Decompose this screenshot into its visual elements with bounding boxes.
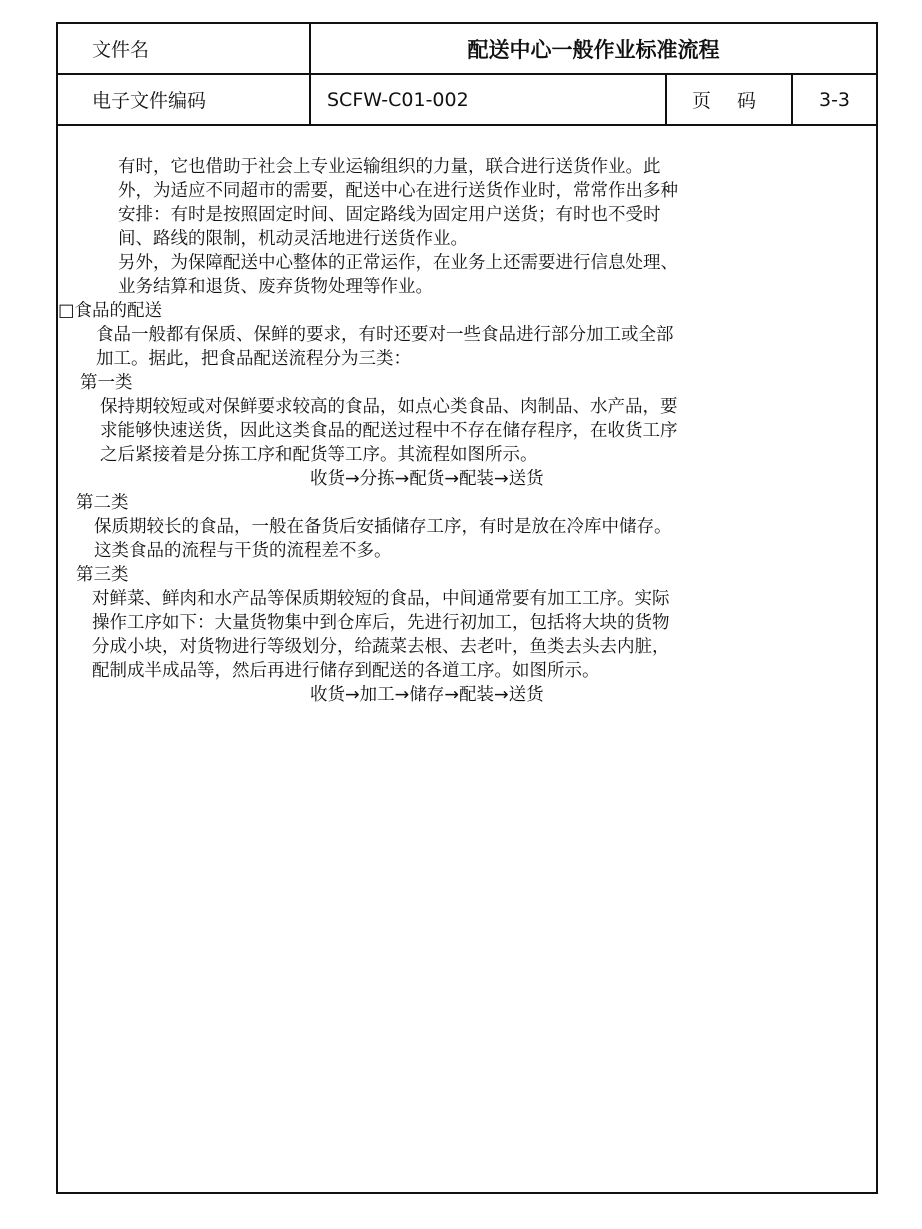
body-line: 对鲜菜、鲜肉和水产品等保质期较短的食品，中间通常要有加工工序。实际	[92, 589, 670, 609]
page-label: 页 码	[666, 74, 792, 125]
body-line: 操作工序如下：大量货物集中到仓库后，先进行初加工，包括将大块的货物	[92, 613, 670, 633]
flow-line: 收货→加工→储存→配装→送货	[310, 685, 544, 705]
body-line: 外，为适应不同超市的需要，配送中心在进行送货作业时，常常作出多种	[118, 181, 678, 201]
body-line: 间、路线的限制，机动灵活地进行送货作业。	[118, 229, 468, 249]
body-line: 另外，为保障配送中心整体的正常运作，在业务上还需要进行信息处理、	[118, 253, 678, 273]
document-frame	[56, 22, 878, 1194]
document-title: 配送中心一般作业标准流程	[310, 24, 876, 74]
body-line: 加工。据此，把食品配送流程分为三类：	[96, 349, 411, 369]
body-line: 这类食品的流程与干货的流程差不多。	[94, 541, 392, 561]
body-line: 之后紧接着是分拣工序和配货等工序。其流程如图所示。	[100, 445, 538, 465]
body-line: 安排：有时是按照固定时间、固定路线为固定用户送货；有时也不受时	[118, 205, 661, 225]
file-name-label: 文件名	[58, 24, 310, 74]
category-heading: 第三类	[76, 565, 129, 585]
header-table	[58, 24, 876, 126]
body-line: 保持期较短或对保鲜要求较高的食品，如点心类食品、肉制品、水产品，要	[100, 397, 678, 417]
flow-line: 收货→分拣→配货→配装→送货	[310, 469, 544, 489]
file-code-label: 电子文件编码	[58, 74, 310, 125]
body-line: 食品一般都有保质、保鲜的要求，有时还要对一些食品进行部分加工或全部	[96, 325, 674, 345]
body-line: 求能够快速送货，因此这类食品的配送过程中不存在储存程序，在收货工序	[100, 421, 678, 441]
body-line: 保质期较长的食品，一般在备货后安插储存工序，有时是放在冷库中储存。	[94, 517, 672, 537]
body-line: 有时，它也借助于社会上专业运输组织的力量，联合进行送货作业。此	[118, 157, 661, 177]
category-heading: 第一类	[80, 373, 133, 393]
body-line: 分成小块，对货物进行等级划分，给蔬菜去根、去老叶，鱼类去头去内脏，	[92, 637, 670, 657]
body-line: 配制成半成品等，然后再进行储存到配送的各道工序。如图所示。	[92, 661, 600, 681]
category-heading: 第二类	[76, 493, 129, 513]
header-row-2	[58, 74, 876, 125]
body-line: 业务结算和退货、废弃货物处理等作业。	[118, 277, 433, 297]
page-number: 3-3	[792, 74, 876, 125]
section-heading: □食品的配送	[58, 301, 163, 321]
header-row-1	[58, 24, 876, 74]
file-code-value: SCFW-C01-002	[310, 74, 666, 125]
